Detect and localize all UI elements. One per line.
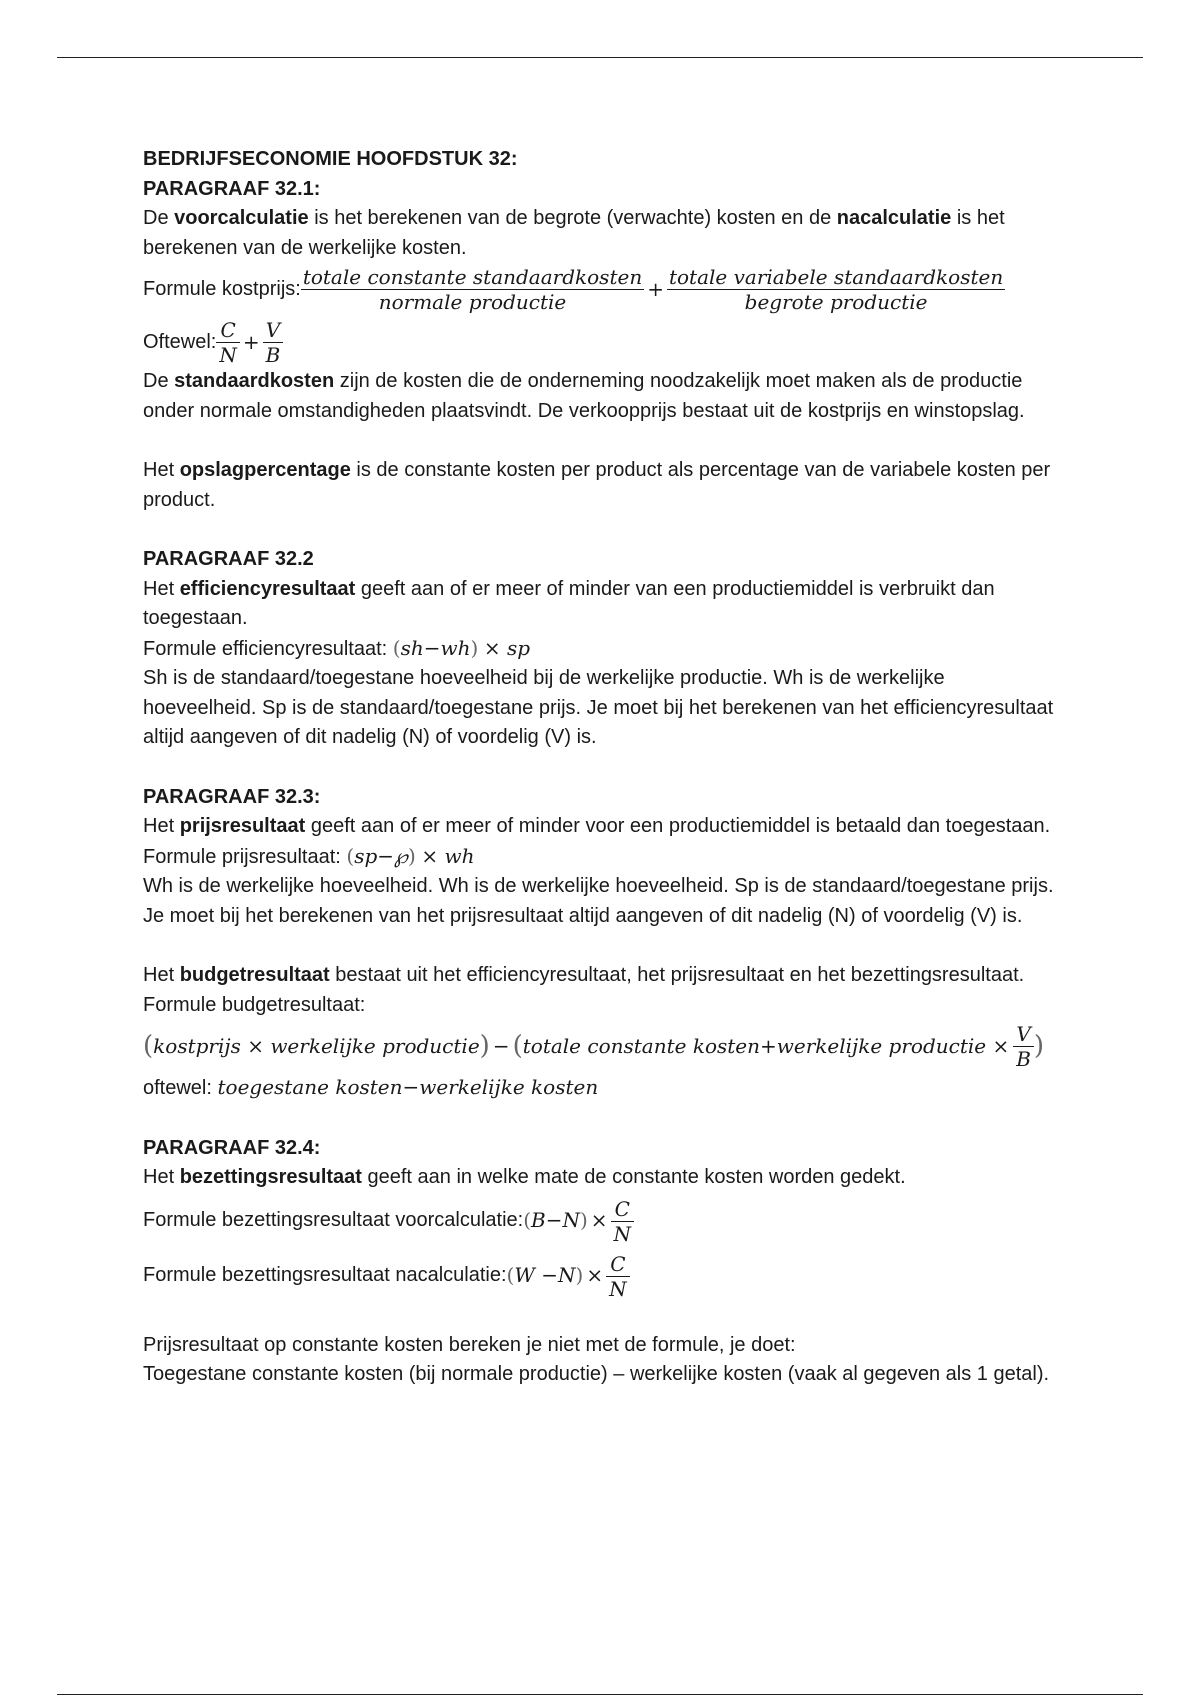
paragraph-efficiencyresultaat: Het efficiencyresultaat geeft aan of er meer of minder van een productiemiddel is verbruikt dan toegestaan. (143, 577, 995, 629)
formula-bezetting-voorcalculatie: Formule bezettingsresultaat voorcalculatie: ( B−N ) × $\frac{C}{N}$ (143, 1197, 1063, 1246)
paragraph-prijsresultaat-constant: Prijsresultaat op constante kosten bereken je niet met de formule, je doet: (143, 1333, 796, 1356)
fraction-constant: $\frac{\text{totale constante standaardkosten}}{\text{normale productie}}$ (302, 265, 643, 314)
fraction-variable: $\frac{\text{totale variabele standaardkosten}}{\text{begrote productie}}$ (668, 265, 1004, 314)
paragraph-prijsresultaat: Het prijsresultaat geeft aan of er meer of minder voor een productiemiddel is betaald dan toegestaan. (143, 815, 1051, 837)
formula-kostprijs: Formule kostprijs: $\frac{\text{totale constante standaardkosten}}{\text{normale productie}}$ + $\frac{\text{totale variabele standaardkosten}}{\text{begrote productie}}$ (143, 265, 1004, 314)
paragraph-prijs-explanation: Wh is de werkelijke hoeveelheid. Wh is de werkelijke hoeveelheid. Sp is de standaard/toegestane prijs. Je moet bij het berekenen van het prijsresultaat altijd aangeven of dit nadelig (N) of voordelig (V) is. (143, 875, 1054, 927)
formula-oftewel-budget: oftewel: toegestane kosten−werkelijke kosten (143, 1075, 599, 1099)
fraction-c-n-na: $\frac{C}{N}$ (606, 1252, 630, 1301)
paragraph-toegestane-kosten: Toegestane constante kosten (bij normale productie) – werkelijke kosten (vaak al gegeven als 1 getal). (143, 1363, 1050, 1385)
paragraph-standaardkosten: De standaardkosten zijn de kosten die de onderneming noodzakelijk moet maken als de productie onder normale omstandigheden plaatsvindt. De verkoopprijs bestaat uit de kostprijs en winstopslag. (143, 370, 1025, 422)
document-body (143, 145, 1063, 1390)
formula-efficiencyresultaat: Formule efficiencyresultaat: (sh−wh) × sp (143, 635, 531, 660)
section-heading-32-1: PARAGRAAF 32.1: (143, 177, 321, 200)
formula-label: Formule kostprijs: (143, 277, 301, 300)
formula-oftewel: Oftewel: $\frac{C}{N}$ + $\frac{V}{B}$ (143, 318, 1063, 367)
header-rule (57, 57, 1143, 58)
formula-bezetting-nacalculatie: Formule bezettingsresultaat nacalculatie: ( W −N ) × $\frac{C}{N}$ (143, 1252, 1063, 1301)
document-title: BEDRIJFSECONOMIE HOOFDSTUK 32: (143, 148, 518, 170)
formula-budgetresultaat: ( kostprijs × werkelijke productie ) − ( totale constante kosten+werkelijke productie × $\frac{V}{B}$ ) (143, 1022, 1045, 1071)
formula-budgetresultaat-label: Formule budgetresultaat: (143, 993, 366, 1016)
fraction-c-n: $\frac{C}{N}$ (216, 318, 240, 367)
paragraph-efficiency-explanation: Sh is de standaard/toegestane hoeveelheid bij de werkelijke productie. Wh is de werkelijke hoeveelheid. Sp is de standaard/toegestane prijs. Je moet bij het berekenen van het efficiencyresultaat altijd aangeven of dit nadelig (N) of voordelig (V) is. (143, 667, 1054, 748)
paragraph-bezettingsresultaat: Het bezettingsresultaat geeft aan in welke mate de constante kosten worden gedekt. (143, 1166, 906, 1188)
section-heading-32-2: PARAGRAAF 32.2 (143, 548, 314, 570)
section-heading-32-3: PARAGRAAF 32.3: (143, 785, 321, 808)
paragraph-opslagpercentage: Het opslagpercentage is de constante kosten per product als percentage van de variabele kosten per product. (143, 459, 1051, 511)
fraction-v-b: $\frac{V}{B}$ (263, 318, 284, 367)
paragraph-voorcalculatie: De voorcalculatie is het berekenen van de begrote (verwachte) kosten en de nacalculatie is het berekenen van de werkelijke kosten. (143, 207, 1005, 259)
footer-rule (57, 1694, 1143, 1695)
formula-prijsresultaat: Formule prijsresultaat: (sp−℘) × wh (143, 843, 475, 868)
formula-label: Oftewel: (143, 330, 217, 353)
fraction-c-n-voor: $\frac{C}{N}$ (611, 1197, 635, 1246)
paragraph-budgetresultaat: Het budgetresultaat bestaat uit het efficiencyresultaat, het prijsresultaat en het bezettingsresultaat. (143, 964, 1025, 986)
section-heading-32-4: PARAGRAAF 32.4: (143, 1136, 321, 1159)
fraction-v-b-budget: $\frac{V}{B}$ (1013, 1022, 1034, 1071)
